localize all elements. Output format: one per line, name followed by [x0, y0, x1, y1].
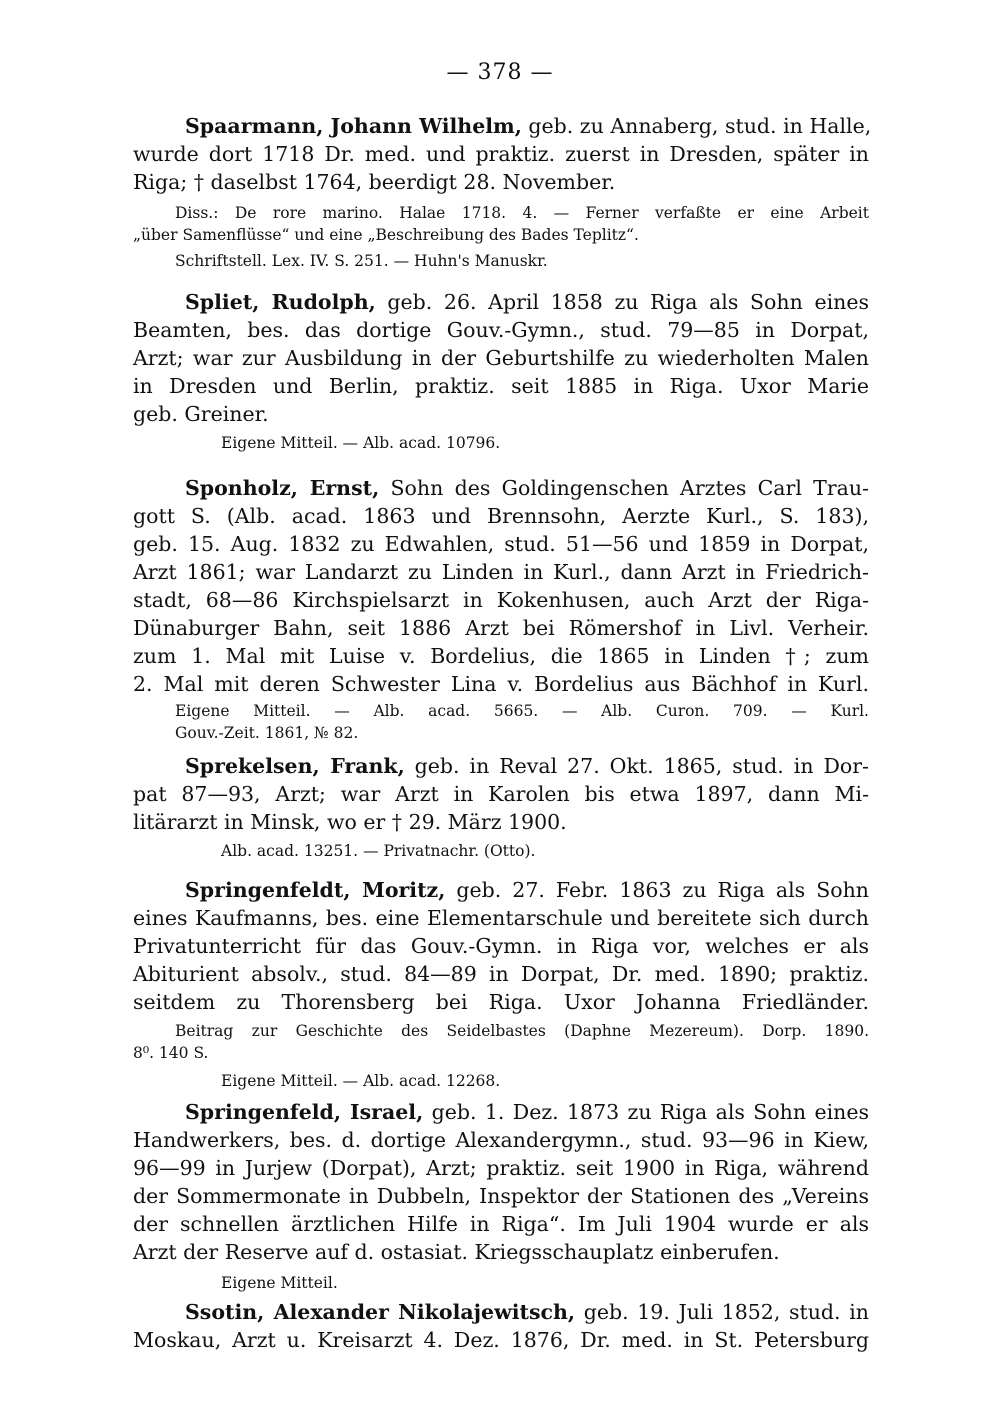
entry-name: Springenfeld, Israel, [185, 1100, 424, 1124]
entry-line: Moskau, Arzt u. Kreisarzt 4. Dez. 1876, Dr. med. in St. Petersburg [133, 1328, 869, 1352]
entry-line: Sponholz, Ernst, Sohn des Goldingenschen Arztes Carl Trau- [185, 476, 869, 500]
entry-reference: Schriftstell. Lex. IV. S. 251. — Huhn's Manuskr. [175, 252, 548, 270]
entry-line: Spaarmann, Johann Wilhelm, geb. zu Annaberg, stud. in Halle, [185, 114, 872, 138]
entry-line: eines Kaufmanns, bes. eine Elementarschule und bereitete sich durch [133, 906, 869, 930]
entry-line: der Sommermonate in Dubbeln, Inspektor der Stationen des „Vereins [133, 1184, 869, 1208]
entry-springenfeld [133, 1098, 869, 1294]
entry-line: Riga; † daselbst 1764, beerdigt 28. November. [133, 170, 616, 194]
entry-line: Springenfeldt, Moritz, geb. 27. Febr. 1863 zu Riga als Sohn [185, 878, 869, 902]
entry-line: geb. Greiner. [133, 402, 269, 426]
entry-spliet [133, 288, 869, 454]
entry-line: 96—99 in Jurjew (Dorpat), Arzt; praktiz. seit 1900 in Riga, während [133, 1156, 869, 1180]
entry-reference: Gouv.-Zeit. 1861, № 82. [175, 724, 359, 742]
entry-line: Springenfeld, Israel, geb. 1. Dez. 1873 zu Riga als Sohn eines [185, 1100, 869, 1124]
entry-springenfeldt [133, 876, 869, 1092]
entry-line: Handwerkers, bes. d. dortige Alexandergymn., stud. 93—96 in Kiew, [133, 1128, 869, 1152]
entry-line: der schnellen ärztlichen Hilfe in Riga“. Im Juli 1904 wurde er als [133, 1212, 869, 1236]
entry-line: pat 87—93, Arzt; war Arzt in Karolen bis etwa 1897, dann Mi- [133, 782, 869, 806]
entry-reference: Eigene Mitteil. [221, 1274, 338, 1292]
entry-line: wurde dort 1718 Dr. med. und praktiz. zuerst in Dresden, später in [133, 142, 869, 166]
entry-line: gott S. (Alb. acad. 1863 und Brennsohn, Aerzte Kurl., S. 183), [133, 504, 869, 528]
entry-line: Beamten, bes. das dortige Gouv.-Gymn., stud. 79—85 in Dorpat, [133, 318, 869, 342]
entry-spaarmann [133, 112, 872, 272]
entry-line: zum 1. Mal mit Luise v. Bordelius, die 1865 in Linden †; zum [133, 644, 869, 668]
entry-line: Spliet, Rudolph, geb. 26. April 1858 zu Riga als Sohn eines [185, 290, 869, 314]
entry-line: Sprekelsen, Frank, geb. in Reval 27. Okt. 1865, stud. in Dor- [185, 754, 869, 778]
entry-line: Ssotin, Alexander Nikolajewitsch, geb. 19. Juli 1852, stud. in [185, 1300, 869, 1324]
entry-line: Privatunterricht für das Gouv.-Gymn. in Riga vor, welches er als [133, 934, 869, 958]
entry-sprekelsen [133, 752, 869, 862]
entry-name: Sponholz, Ernst, [185, 476, 380, 500]
entry-line: seitdem zu Thorensberg bei Riga. Uxor Johanna Friedländer. [133, 990, 869, 1014]
entry-name: Sprekelsen, Frank, [185, 754, 405, 778]
entry-name: Springenfeldt, Moritz, [185, 878, 446, 902]
entry-reference: Beitrag zur Geschichte des Seidelbastes (Daphne Mezereum). Dorp. 1890. [175, 1022, 869, 1040]
entry-reference: Eigene Mitteil. — Alb. acad. 5665. — Alb. Curon. 709. — Kurl. [175, 702, 869, 720]
entry-line: stadt, 68—86 Kirchspielsarzt in Kokenhusen, auch Arzt der Riga- [133, 588, 869, 612]
entry-line: Arzt 1861; war Landarzt zu Linden in Kurl., dann Arzt in Friedrich- [133, 560, 869, 584]
entry-line: geb. 15. Aug. 1832 zu Edwahlen, stud. 51—56 und 1859 in Dorpat, [133, 532, 869, 556]
entry-line: Arzt der Reserve auf d. ostasiat. Kriegsschauplatz einberufen. [133, 1240, 780, 1264]
entry-reference: Eigene Mitteil. — Alb. acad. 12268. [221, 1072, 501, 1090]
entry-line: litärarzt in Minsk, wo er † 29. März 1900. [133, 810, 567, 834]
entry-line: Dünaburger Bahn, seit 1886 Arzt bei Römershof in Livl. Verheir. [133, 616, 869, 640]
entry-reference: 8⁰. 140 S. [133, 1044, 209, 1062]
entry-line: Arzt; war zur Ausbildung in der Geburtshilfe zu wiederholten Malen [133, 346, 869, 370]
entry-reference: Diss.: De rore marino. Halae 1718. 4. — Ferner verfaßte er eine Arbeit [175, 204, 869, 222]
entry-name: Spaarmann, Johann Wilhelm, [185, 114, 522, 138]
entry-sponholz [133, 474, 869, 744]
entry-line: in Dresden und Berlin, praktiz. seit 1885 in Riga. Uxor Marie [133, 374, 869, 398]
entry-reference: „über Samenflüsse“ und eine „Beschreibung des Bades Teplitz“. [133, 226, 639, 244]
entry-line: 2. Mal mit deren Schwester Lina v. Bordelius aus Bächhof in Kurl. [133, 672, 869, 696]
entry-line: Abiturient absolv., stud. 84—89 in Dorpat, Dr. med. 1890; praktiz. [133, 962, 869, 986]
page-number: — 378 — [446, 60, 554, 85]
entry-reference: Eigene Mitteil. — Alb. acad. 10796. [221, 434, 501, 452]
entry-name: Spliet, Rudolph, [185, 290, 376, 314]
entry-reference: Alb. acad. 13251. — Privatnachr. (Otto). [221, 842, 536, 860]
entry-name: Ssotin, Alexander Nikolajewitsch, [185, 1300, 576, 1324]
entry-ssotin [133, 1298, 869, 1354]
